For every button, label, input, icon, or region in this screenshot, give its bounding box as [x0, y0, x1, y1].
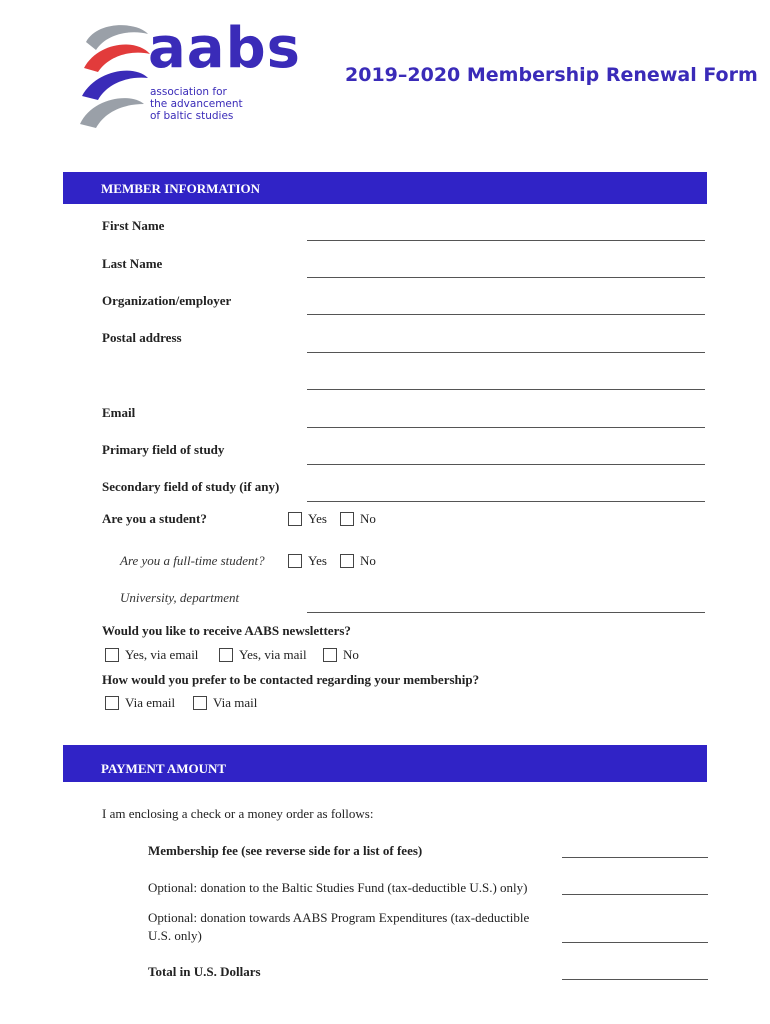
checkbox-box[interactable] — [193, 696, 207, 710]
contact-question: How would you prefer to be contacted regarding your membership? — [102, 672, 480, 687]
checkbox-box[interactable] — [105, 696, 119, 710]
option-label: Via mail — [213, 695, 258, 710]
aabs-wordmark: aabs — [148, 16, 301, 81]
donation-program-label-cont: U.S. only) — [148, 928, 202, 943]
last-name-field[interactable] — [307, 277, 705, 278]
postal-address-field-2[interactable] — [307, 389, 705, 390]
checkbox-box[interactable] — [288, 512, 302, 526]
fulltime-question: Are you a full-time student? — [120, 553, 265, 568]
subtitle-line: of baltic studies — [150, 110, 234, 122]
checkbox-box[interactable] — [323, 648, 337, 662]
option-label: Yes — [308, 511, 327, 526]
contact-email-checkbox[interactable] — [105, 695, 175, 711]
newsletter-no-checkbox[interactable] — [323, 647, 359, 663]
subtitle-line: association for — [150, 86, 227, 98]
university-field[interactable] — [307, 612, 705, 613]
option-label: No — [360, 511, 376, 526]
option-label: Yes — [308, 553, 327, 568]
first-name-label: First Name — [102, 218, 165, 233]
member-info-header — [63, 172, 707, 204]
option-label: No — [360, 553, 376, 568]
total-label: Total in U.S. Dollars — [148, 964, 261, 979]
fulltime-yes-checkbox[interactable] — [288, 553, 327, 569]
aabs-logo-mark — [78, 20, 152, 130]
checkbox-box[interactable] — [340, 512, 354, 526]
member-info-heading: MEMBER INFORMATION — [101, 181, 261, 196]
donation-program-label: Optional: donation towards AABS Program Expenditures (tax-deductible — [148, 910, 530, 925]
checkbox-box[interactable] — [340, 554, 354, 568]
membership-fee-label: Membership fee (see reverse side for a list of fees) — [148, 843, 423, 858]
payment-intro: I am enclosing a check or a money order as follows: — [102, 806, 374, 821]
option-label: No — [343, 647, 359, 662]
postal-address-label: Postal address — [102, 330, 182, 345]
membership-fee-field[interactable] — [562, 857, 708, 858]
newsletter-email-checkbox[interactable] — [105, 647, 198, 663]
secondary-field-input[interactable] — [307, 501, 705, 502]
student-no-checkbox[interactable] — [340, 511, 376, 527]
postal-address-field-1[interactable] — [307, 352, 705, 353]
student-yes-checkbox[interactable] — [288, 511, 327, 527]
organization-field[interactable] — [307, 314, 705, 315]
payment-header — [63, 745, 707, 782]
newsletter-question: Would you like to receive AABS newsletters? — [102, 623, 351, 638]
student-question: Are you a student? — [102, 511, 207, 526]
first-name-field[interactable] — [307, 240, 705, 241]
aabs-subtitle — [150, 86, 290, 122]
payment-heading: PAYMENT AMOUNT — [101, 761, 227, 776]
total-field[interactable] — [562, 979, 708, 980]
organization-label: Organization/employer — [102, 293, 232, 308]
last-name-label: Last Name — [102, 256, 163, 271]
university-label: University, department — [120, 590, 240, 605]
page-title: 2019–2020 Membership Renewal Form — [345, 64, 758, 86]
email-label: Email — [102, 405, 136, 420]
checkbox-box[interactable] — [105, 648, 119, 662]
subtitle-line: the advancement — [150, 98, 243, 110]
contact-mail-checkbox[interactable] — [193, 695, 257, 711]
primary-field-input[interactable] — [307, 464, 705, 465]
donation-fund-label: Optional: donation to the Baltic Studies Fund (tax-deductible U.S.) only) — [148, 880, 528, 895]
option-label: Yes, via mail — [239, 647, 307, 662]
checkbox-box[interactable] — [219, 648, 233, 662]
option-label: Via email — [125, 695, 176, 710]
donation-program-field[interactable] — [562, 942, 708, 943]
donation-fund-field[interactable] — [562, 894, 708, 895]
primary-field-label: Primary field of study — [102, 442, 225, 457]
fulltime-no-checkbox[interactable] — [340, 553, 376, 569]
option-label: Yes, via email — [125, 647, 199, 662]
newsletter-mail-checkbox[interactable] — [219, 647, 307, 663]
checkbox-box[interactable] — [288, 554, 302, 568]
email-field[interactable] — [307, 427, 705, 428]
secondary-field-label: Secondary field of study (if any) — [102, 479, 280, 494]
